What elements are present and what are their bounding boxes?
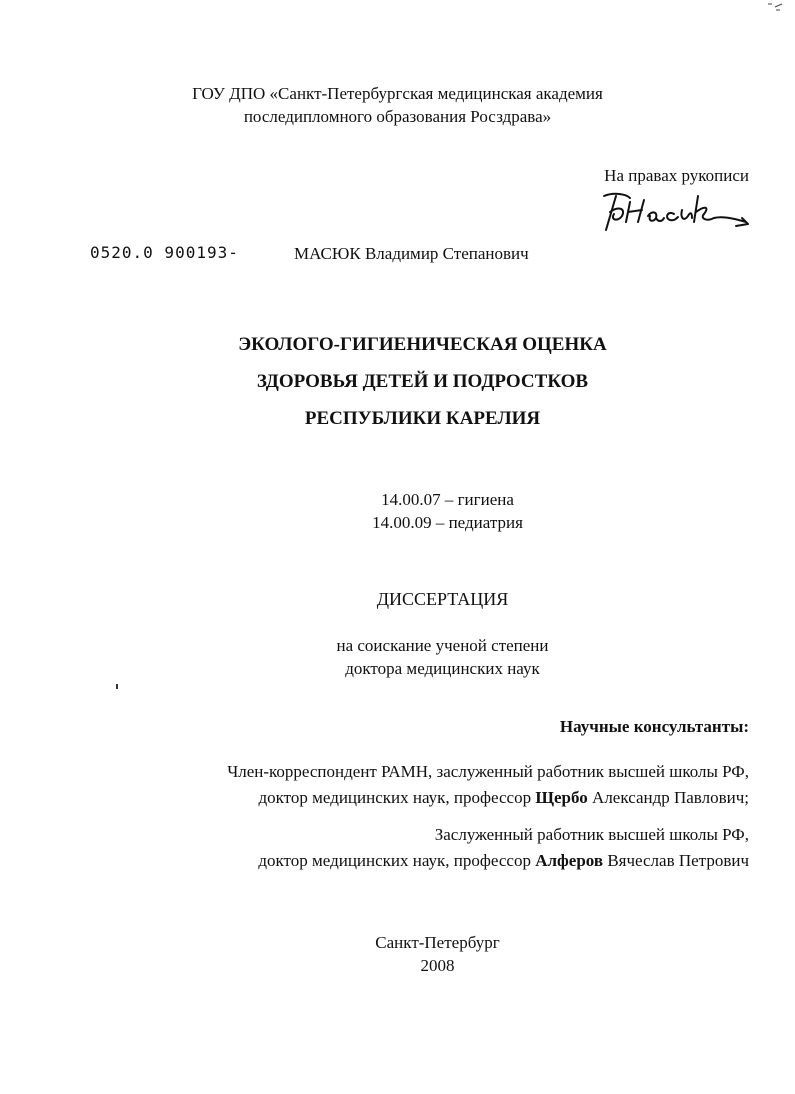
- scan-speck: [116, 684, 118, 689]
- city: Санкт-Петербург: [375, 933, 500, 952]
- organization-line-2: последипломного образования Росздрава»: [243, 107, 552, 126]
- consultant-first-title: доктор медицинских наук, профессор: [258, 788, 536, 807]
- author-name: МАСЮК Владимир Степанович: [294, 244, 529, 263]
- specialty-item: 14.00.07 – гигиена: [381, 490, 514, 509]
- archive-code: 0520.0 900193-: [90, 243, 239, 262]
- specialty-item: 14.00.09 – педиатрия: [372, 513, 523, 532]
- consultant-second-given: Вячеслав Петрович: [603, 851, 749, 870]
- consultants-heading: Научные консультанты:: [559, 717, 749, 736]
- consultant-first-line-2: [227, 785, 749, 811]
- specialties: [50, 488, 795, 534]
- title-line-3: РЕСПУБЛИКИ КАРЕЛИЯ: [304, 408, 541, 429]
- degree-line-2: доктора медицинских наук: [345, 659, 540, 678]
- consultant-second-line-2: [258, 848, 749, 874]
- consultant-first-surname: Щербо: [535, 788, 588, 807]
- degree-line-1: на соискание ученой степени: [336, 636, 549, 655]
- consultant-second: [258, 822, 749, 874]
- handwritten-signature: [596, 188, 756, 236]
- degree-info: [45, 634, 795, 680]
- consultant-first: [227, 759, 749, 811]
- consultant-second-line-1: Заслуженный работник высшей школы РФ,: [434, 825, 749, 844]
- consultant-first-given: Александр Павлович;: [587, 788, 749, 807]
- title-line-2: ЗДОРОВЬЯ ДЕТЕЙ И ПОДРОСТКОВ: [256, 371, 589, 392]
- organization-header: [60, 82, 735, 128]
- year: 2008: [420, 956, 455, 975]
- scan-mark: [766, 2, 786, 14]
- title-line-1: ЭКОЛОГО-ГИГИЕНИЧЕСКАЯ ОЦЕНКА: [238, 334, 607, 355]
- manuscript-note: На правах рукописи: [604, 166, 749, 185]
- consultant-second-title: доктор медицинских наук, профессор: [258, 851, 536, 870]
- document-type: ДИССЕРТАЦИЯ: [376, 589, 509, 609]
- consultant-first-line-1: Член-корреспондент РАМН, заслуженный работник высшей школы РФ,: [227, 762, 749, 781]
- consultant-second-surname: Алферов: [535, 851, 604, 870]
- dissertation-title: [25, 326, 795, 437]
- place-and-year: [40, 931, 795, 977]
- organization-line-1: ГОУ ДПО «Санкт-Петербургская медицинская академия: [192, 84, 603, 103]
